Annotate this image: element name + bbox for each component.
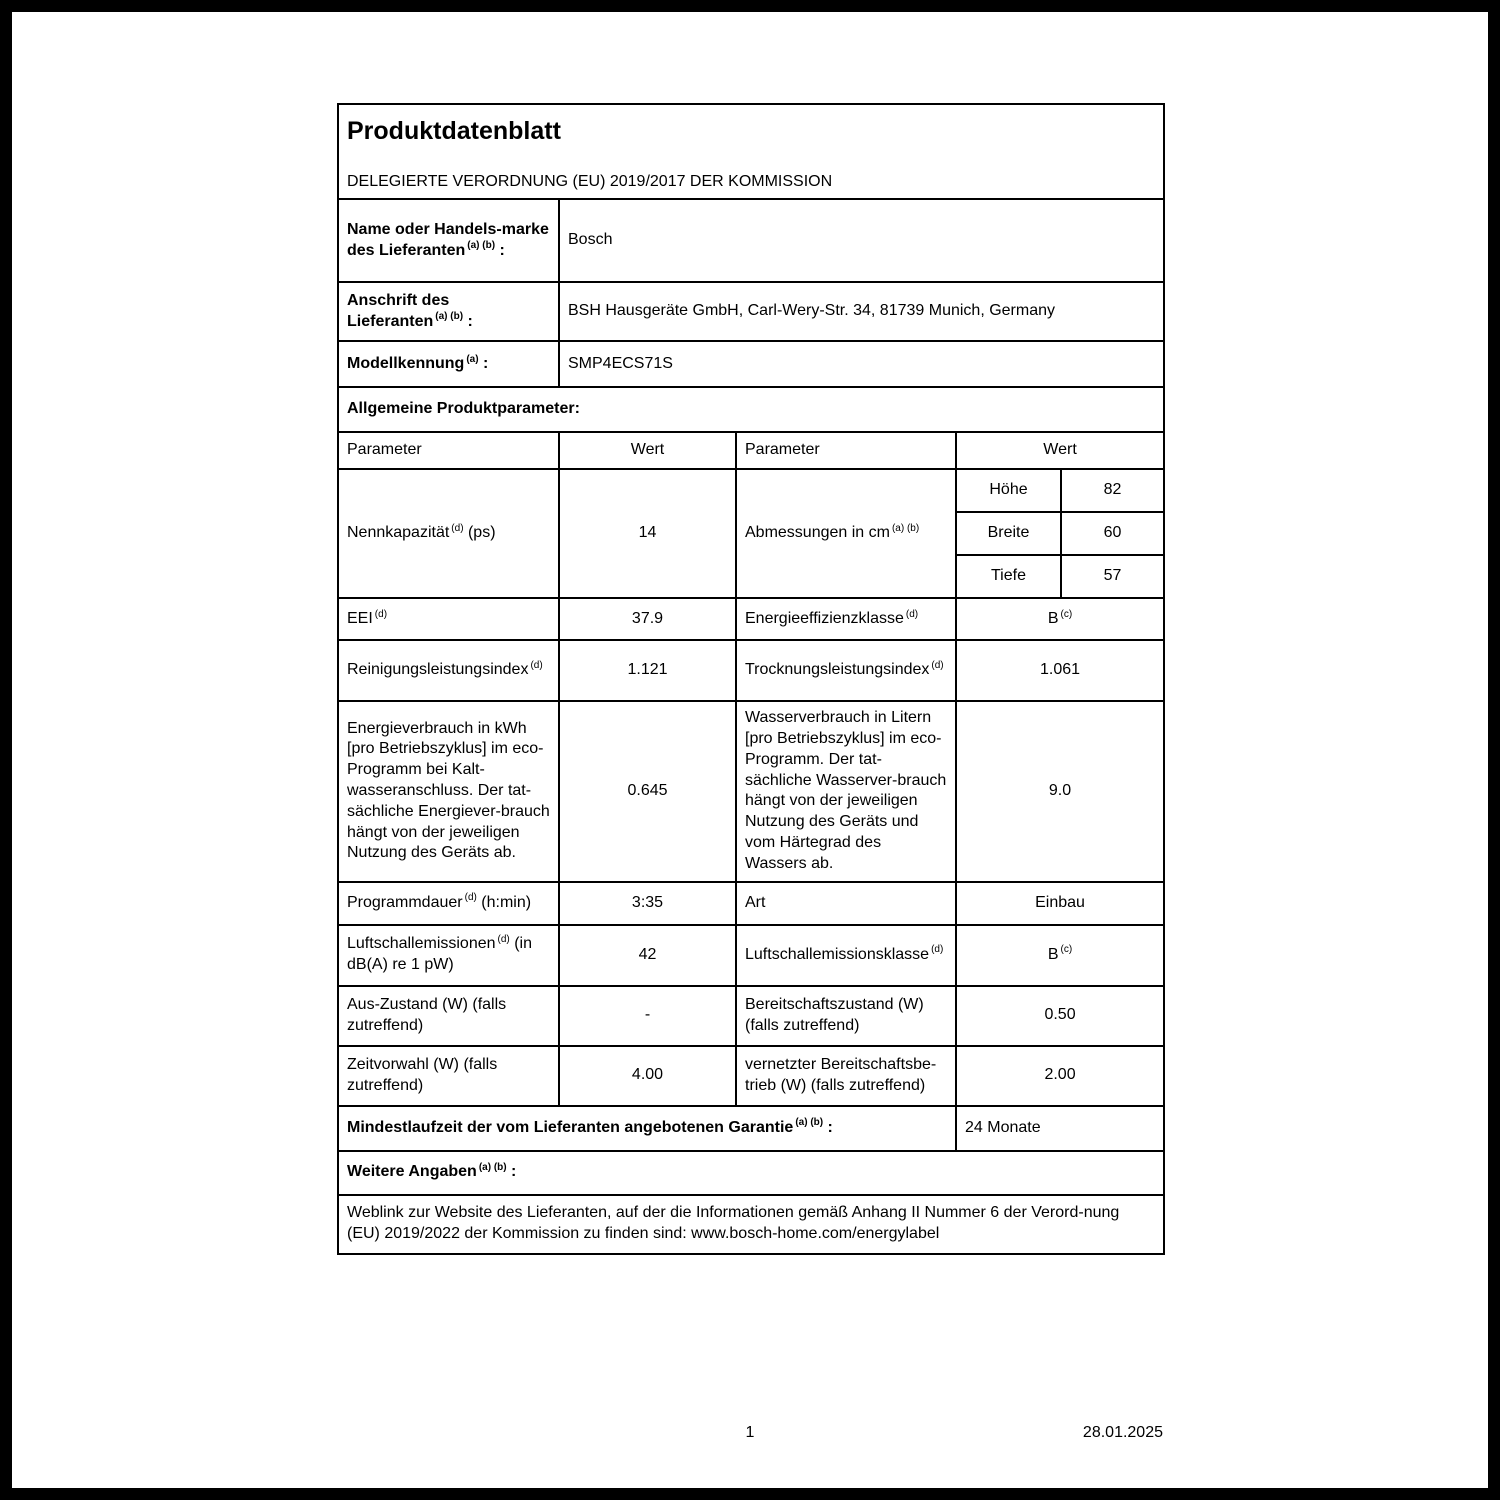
label-text: Abmessungen in cm — [745, 524, 890, 542]
col-header-wert-left: Wert — [559, 432, 736, 469]
label-post: (h:min) — [476, 893, 532, 911]
param-cleaning-index-label — [338, 640, 559, 701]
param-type-value: Einbau — [956, 882, 1164, 925]
dim-tiefe-value: 57 — [1061, 555, 1164, 598]
title-cell — [338, 104, 1164, 199]
footnote-sup: (a) (b) — [795, 1117, 824, 1129]
param-cleaning-index-value: 1.121 — [559, 640, 736, 701]
label-colon: : — [506, 1163, 517, 1181]
footnote-sup: (d) — [931, 660, 944, 672]
col-header-wert-right: Wert — [956, 432, 1164, 469]
additional-info-label — [338, 1151, 1164, 1195]
label-text: Mindestlaufzeit der vom Lieferanten angebotenen Garantie — [347, 1118, 794, 1136]
supplier-address-label — [338, 282, 559, 341]
label-post: (in dB(A) re 1 pW) — [347, 935, 532, 974]
label-text: Reinigungsleistungsindex — [347, 661, 529, 679]
param-networked-standby-label: vernetzter Bereitschaftsbe-trieb (W) (falls zutreffend) — [736, 1046, 956, 1106]
value-text: B — [1047, 945, 1059, 963]
dim-hoehe-label: Höhe — [956, 469, 1061, 512]
param-drying-index-value: 1.061 — [956, 640, 1164, 701]
param-delay-start-label: Zeitvorwahl (W) (falls zutreffend) — [338, 1046, 559, 1106]
footnote-sup: (d) — [931, 944, 944, 956]
footnote-sup: (a) (b) — [467, 240, 496, 252]
footnote-sup: (d) — [905, 608, 919, 620]
dim-breite-value: 60 — [1061, 512, 1164, 555]
dim-tiefe-label: Tiefe — [956, 555, 1061, 598]
footnote-sup: (d) — [451, 523, 464, 535]
param-standby-label: Bereitschaftszustand (W) (falls zutreffend) — [736, 986, 956, 1046]
col-header-parameter-right: Parameter — [736, 432, 956, 469]
label-text: Energieeffizienzklasse — [745, 609, 904, 627]
footnote-sup: (a) (b) — [435, 311, 464, 323]
param-drying-index-label — [736, 640, 956, 701]
value-text: B — [1047, 609, 1059, 627]
label-text: Weitere Angaben — [347, 1163, 477, 1181]
product-datasheet — [337, 103, 1163, 1255]
param-energy-class-label — [736, 598, 956, 640]
model-id-label — [338, 341, 559, 387]
param-water-consumption-value: 9.0 — [956, 701, 1164, 881]
label-text: Luftschallemissionen — [347, 935, 496, 953]
footnote-sup: (a) — [466, 353, 479, 365]
footnote-sup: (c) — [1060, 608, 1073, 620]
footnote-sup: (d) — [374, 608, 388, 620]
label-text: Trocknungsleistungsindex — [745, 661, 930, 679]
param-capacity-label — [338, 469, 559, 598]
label-text: Name oder Handels-marke des Lieferanten — [347, 221, 549, 259]
param-energy-consumption-label: Energieverbrauch in kWh [pro Betriebszyklus] im eco-Programm bei Kalt-wasseranschluss. Der tat-sächliche Energiever-brauch hängt von der jeweiligen Nutzung des Geräts ab. — [338, 701, 559, 881]
param-noise-class-label — [736, 925, 956, 986]
param-capacity-value: 14 — [559, 469, 736, 598]
label-post: (ps) — [463, 524, 496, 542]
guarantee-value: 24 Monate — [956, 1106, 1164, 1151]
param-eei-value: 37.9 — [559, 598, 736, 640]
label-text: Luftschallemissionsklasse — [745, 945, 930, 963]
footnote-sup: (d) — [464, 892, 477, 904]
param-duration-label — [338, 882, 559, 925]
param-energy-consumption-value: 0.645 — [559, 701, 736, 881]
footnote-sup: (c) — [1060, 944, 1073, 956]
page-title: Produktdatenblatt — [347, 117, 561, 145]
footnote-sup: (d) — [497, 934, 510, 946]
col-header-parameter-left: Parameter — [338, 432, 559, 469]
param-standby-value: 0.50 — [956, 986, 1164, 1046]
label-text: Anschrift des Lieferanten — [347, 292, 450, 330]
footnote-sup: (a) (b) — [478, 1161, 507, 1173]
param-networked-standby-value: 2.00 — [956, 1046, 1164, 1106]
param-noise-value: 42 — [559, 925, 736, 986]
param-energy-class-value — [956, 598, 1164, 640]
label-text: Modellkennung — [347, 354, 465, 372]
param-eei-label — [338, 598, 559, 640]
supplier-name-value: Bosch — [559, 199, 1164, 282]
param-delay-start-value: 4.00 — [559, 1046, 736, 1106]
label-colon: : — [823, 1118, 833, 1136]
param-dimensions-label — [736, 469, 956, 598]
label-colon: : — [495, 241, 505, 259]
param-type-label: Art — [736, 882, 956, 925]
dim-breite-label: Breite — [956, 512, 1061, 555]
param-water-consumption-label: Wasserverbrauch in Litern [pro Betriebszyklus] im eco-Programm. Der tat-sächliche Wasserver-brauch hängt von der jeweiligen Nutzung des Geräts und vom Härtegrad des Wassers ab. — [736, 701, 956, 881]
page-footer — [337, 1424, 1163, 1442]
label-text: EEI — [347, 609, 373, 627]
param-off-mode-value: - — [559, 986, 736, 1046]
footnote-sup: (a) (b) — [891, 523, 920, 535]
footer-page-number: 1 — [745, 1424, 755, 1441]
footnote-sup: (d) — [530, 660, 543, 672]
footer-date: 28.01.2025 — [1082, 1424, 1163, 1441]
dim-hoehe-value: 82 — [1061, 469, 1164, 512]
supplier-name-label — [338, 199, 559, 282]
weblink-text: Weblink zur Website des Lieferanten, auf der die Informationen gemäß Anhang II Nummer 6 der Verord-nung (EU) 2019/2022 der Kommission zu finden sind: www.bosch-home.com/energylabel — [338, 1195, 1164, 1254]
guarantee-label — [338, 1106, 956, 1151]
param-noise-class-value — [956, 925, 1164, 986]
supplier-address-value: BSH Hausgeräte GmbH, Carl-Wery-Str. 34, 81739 Munich, Germany — [559, 282, 1164, 341]
param-off-mode-label: Aus-Zustand (W) (falls zutreffend) — [338, 986, 559, 1046]
param-duration-value: 3:35 — [559, 882, 736, 925]
label-colon: : — [463, 312, 473, 330]
label-text: Nennkapazität — [347, 524, 450, 542]
datasheet-table — [337, 103, 1165, 1255]
param-noise-label — [338, 925, 559, 986]
label-text: Programmdauer — [347, 893, 463, 911]
label-colon: : — [478, 354, 489, 372]
section-general-params: Allgemeine Produktparameter: — [338, 387, 1164, 432]
regulation-subtitle: DELEGIERTE VERORDNUNG (EU) 2019/2017 DER KOMMISSION — [347, 172, 833, 190]
model-id-value: SMP4ECS71S — [559, 341, 1164, 387]
